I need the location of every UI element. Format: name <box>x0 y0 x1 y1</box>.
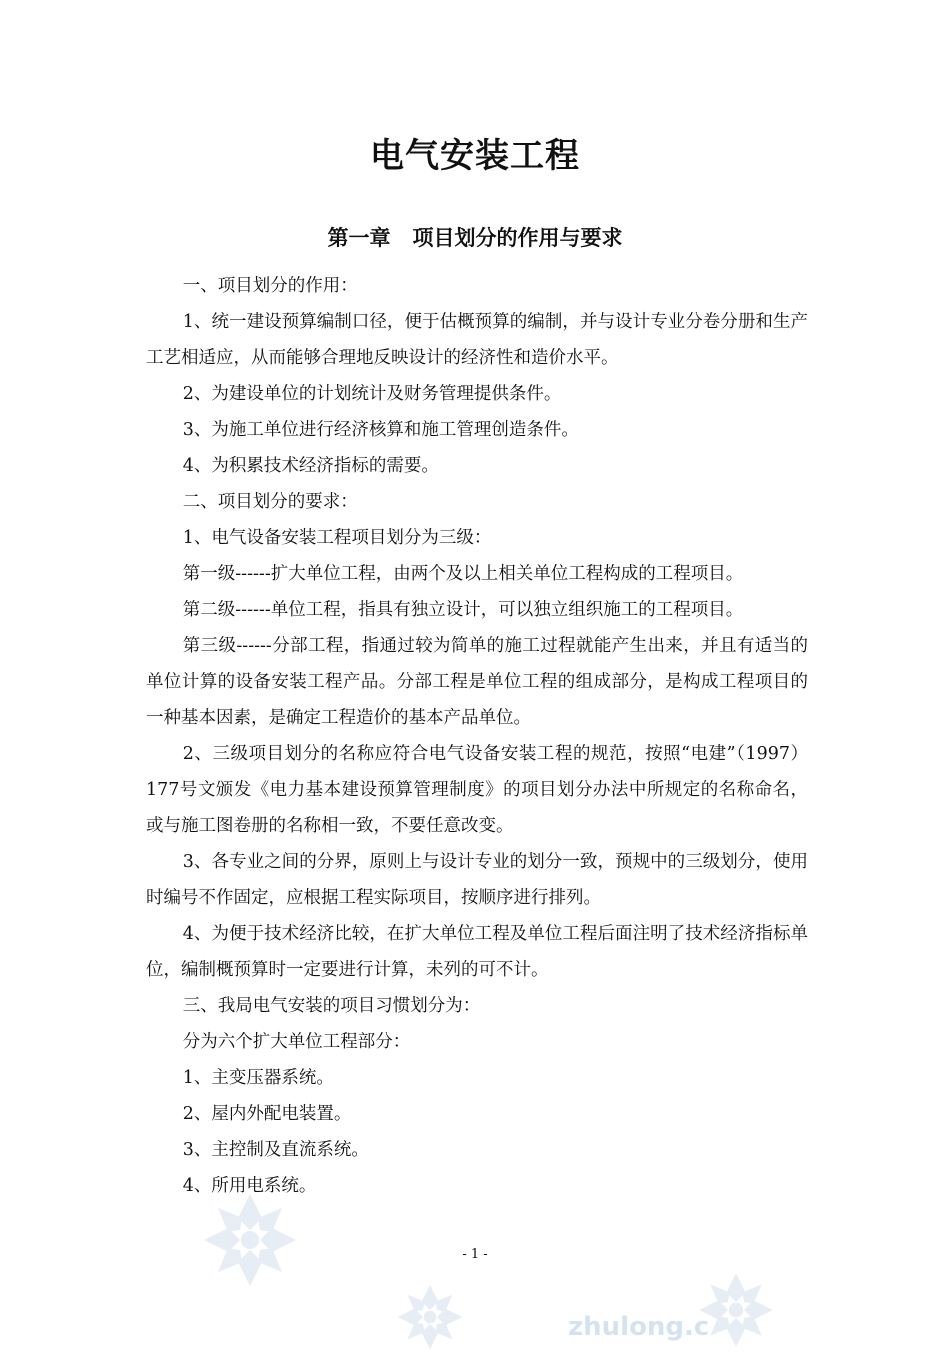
document-title: 电气安装工程 <box>370 136 580 176</box>
paragraph: 1、主变压器系统。 <box>182 1068 334 1088</box>
paragraph: 二、项目划分的要求： <box>182 492 358 512</box>
paragraph: 三、我局电气安装的项目习惯划分为： <box>182 996 481 1016</box>
paragraph: 2、为建设单位的计划统计及财务管理提供条件。 <box>182 384 562 404</box>
watermark-text: zhulong.c <box>568 1312 710 1342</box>
paragraph: 3、各专业之间的分界，原则上与设计专业的划分一致，预规中的三级划分，使用时编号不作固定，应根据工程实际项目，按顺序进行排列。 <box>146 852 808 908</box>
paragraph: 4、所用电系统。 <box>182 1176 317 1196</box>
paragraph: 3、为施工单位进行经济核算和施工管理创造条件。 <box>182 420 579 440</box>
chapter-name: 项目划分的作用与要求 <box>412 226 623 250</box>
paragraph: 2、三级项目划分的名称应符合电气设备安装工程的规范，按照“电建”（1997）177号文颁发《电力基本建设预算管理制度》的项目划分办法中所规定的名称命名，或与施工图卷册的名称相一致，不要任意改变。 <box>146 744 808 836</box>
page-number: - 1 - <box>462 1247 488 1262</box>
paragraph: 第二级------单位工程，指具有独立设计，可以独立组织施工的工程项目。 <box>182 600 744 620</box>
paragraph: 第一级------扩大单位工程，由两个及以上相关单位工程构成的工程项目。 <box>182 564 744 584</box>
watermark-logo-icon <box>200 1190 300 1290</box>
chapter-number: 第一章 <box>327 226 391 250</box>
paragraph: 4、为便于技术经济比较，在扩大单位工程及单位工程后面注明了技术经济指标单位，编制概预算时一定要进行计算，未列的可不计。 <box>146 924 808 980</box>
paragraph: 第三级------分部工程，指通过较为简单的施工过程就能产生出来，并且有适当的单位计算的设备安装工程产品。分部工程是单位工程的组成部分，是构成工程项目的一种基本因素，是确定工程造价的基本产品单位。 <box>146 636 808 728</box>
paragraph: 2、屋内外配电装置。 <box>182 1104 352 1124</box>
chapter-heading <box>0 222 950 252</box>
paragraph: 一、项目划分的作用： <box>182 276 358 296</box>
paragraph: 1、电气设备安装工程项目划分为三级： <box>182 528 492 548</box>
paragraph: 分为六个扩大单位工程部分： <box>182 1032 411 1052</box>
watermark-logo-icon <box>395 1282 465 1352</box>
paragraph: 4、为积累技术经济指标的需要。 <box>182 456 439 476</box>
paragraph: 3、主控制及直流系统。 <box>182 1140 369 1160</box>
paragraph: 1、统一建设预算编制口径，便于估概预算的编制，并与设计专业分卷分册和生产工艺相适应，从而能够合理地反映设计的经济性和造价水平。 <box>146 312 808 368</box>
document-body <box>146 268 808 1204</box>
